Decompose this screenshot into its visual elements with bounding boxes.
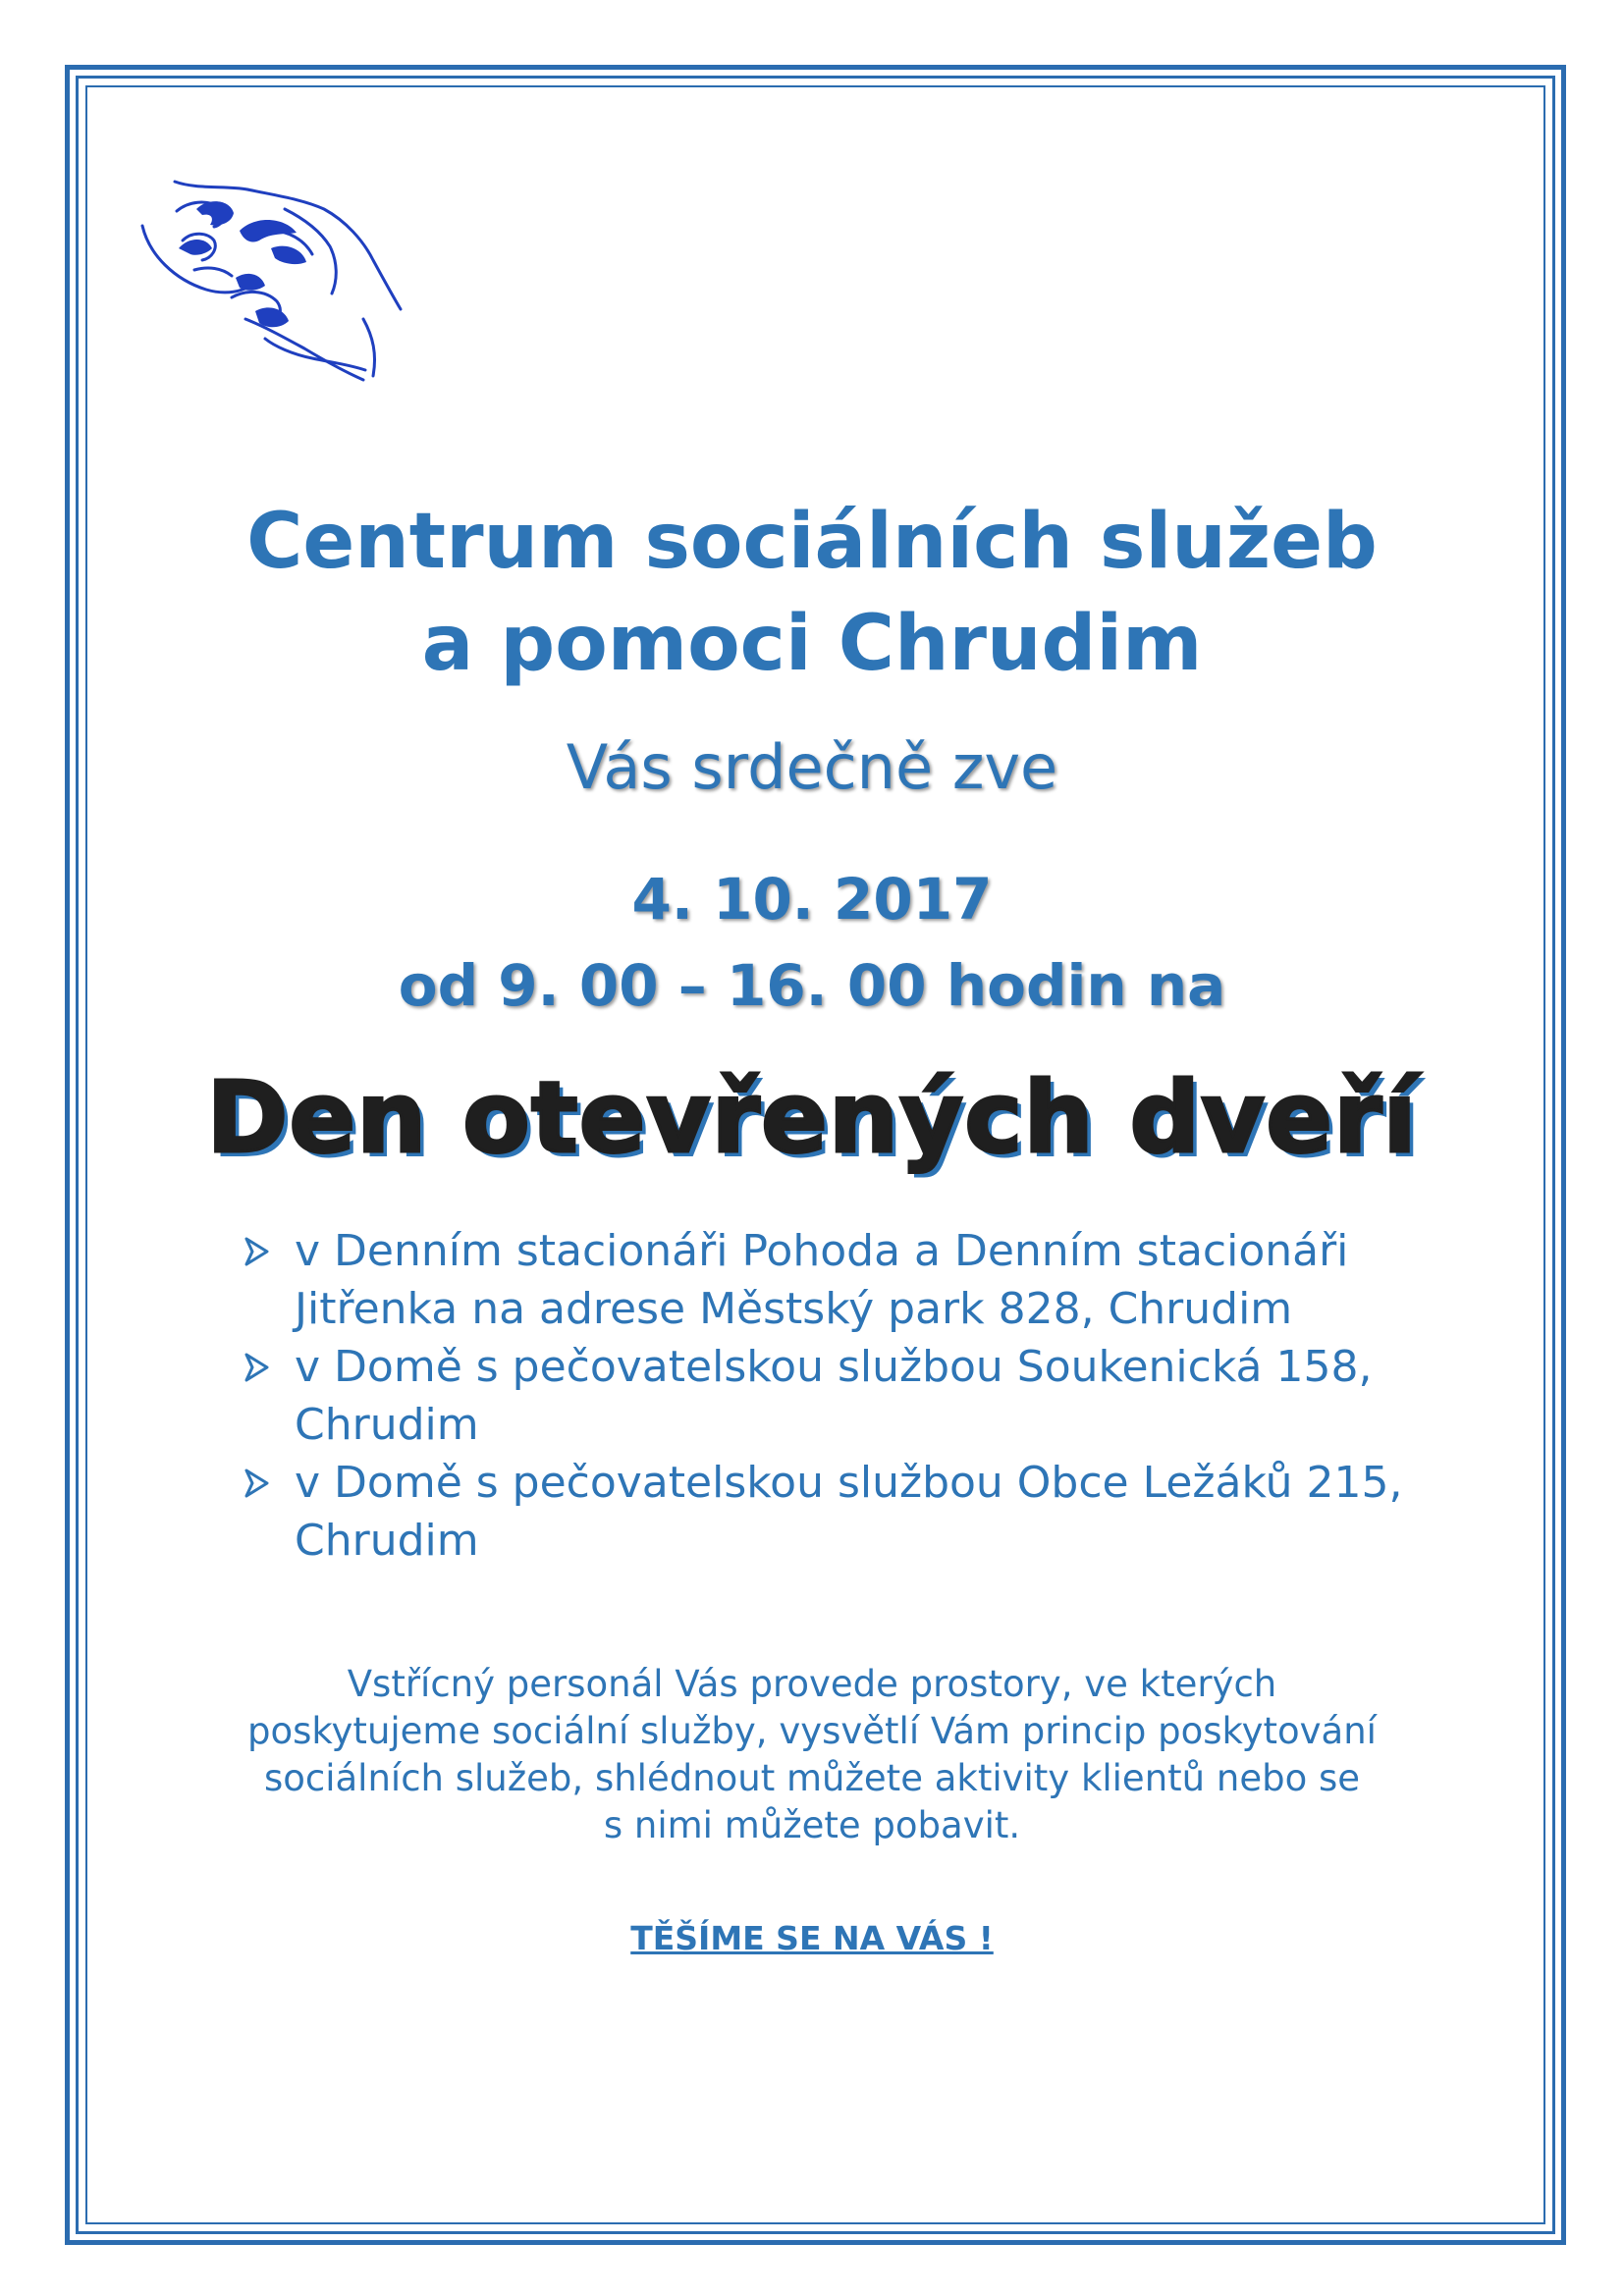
title-line-1: Centrum sociálních služeb (246, 498, 1378, 586)
location-line: v Domě s pečovatelskou službou Obce Ležáků 215, (295, 1458, 1403, 1508)
event-time: od 9. 00 – 16. 00 hodin na (398, 952, 1226, 1019)
description-line: sociálních služeb, shlédnout můžete aktivity klientů nebo se (263, 1757, 1361, 1799)
title-line-2: a pomoci Chrudim (421, 600, 1203, 688)
event-date: 4. 10. 2017 (631, 866, 993, 933)
list-item (241, 1454, 1468, 1570)
organization-title (0, 491, 1624, 695)
location-line: Jitřenka na adrese Městský park 828, Chrudim (295, 1284, 1293, 1334)
location-line: Chrudim (295, 1516, 479, 1566)
event-datetime (0, 856, 1624, 1029)
description-line: poskytujeme sociální služby, vysvětlí Vám princip poskytování (247, 1710, 1377, 1752)
description-line: s nimi můžete pobavit. (603, 1804, 1021, 1846)
description-line: Vstřícný personál Vás provede prostory, ve kterých (347, 1663, 1277, 1705)
arrow-bullet-icon (241, 1454, 274, 1512)
location-line: v Denním stacionáři Pohoda a Denním stacionáři (295, 1226, 1349, 1276)
closing-message: TĚŠÍME SE NA VÁS ! (630, 1919, 994, 1957)
list-item (241, 1222, 1468, 1338)
description-paragraph (196, 1661, 1428, 1849)
location-line: Chrudim (295, 1400, 479, 1450)
arrow-bullet-icon (241, 1338, 274, 1396)
location-list (241, 1222, 1468, 1570)
helping-hands-icon (137, 172, 452, 388)
location-line: v Domě s pečovatelskou službou Soukenická 158, (295, 1342, 1373, 1392)
event-name-heading: Den otevřených dveří (206, 1060, 1418, 1175)
invitation-subtitle: Vás srdečně zve (566, 731, 1058, 803)
arrow-bullet-icon (241, 1222, 274, 1280)
list-item (241, 1338, 1468, 1454)
